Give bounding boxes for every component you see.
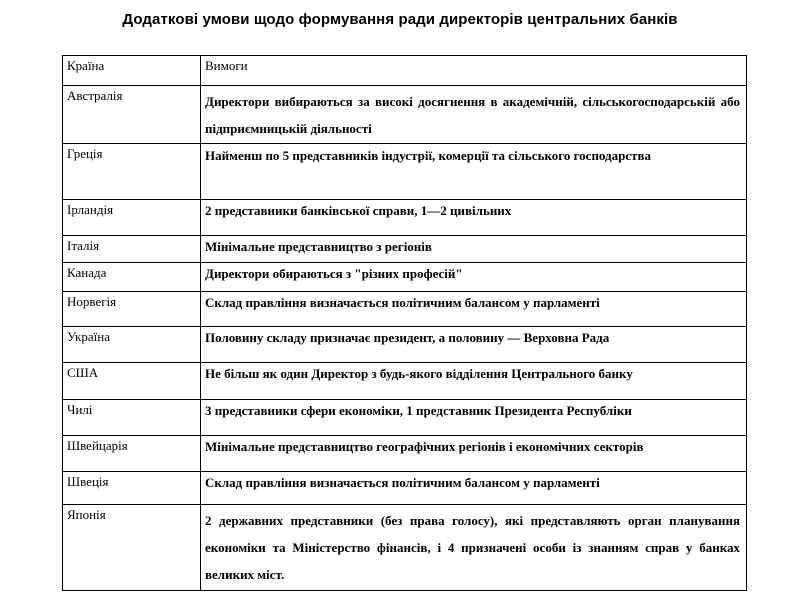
requirement-cell: Директори обираються з "різних професій" bbox=[201, 263, 747, 292]
requirement-cell: 3 представники сфери економіки, 1 представник Президента Республіки bbox=[201, 400, 747, 436]
page-title: Додаткові умови щодо формування ради директорів центральних банків bbox=[122, 11, 678, 28]
requirement-cell: Мінімальне представництво географічних регіонів і економічних секторів bbox=[201, 436, 747, 472]
requirement-cell: 2 представники банківської справи, 1—2 цивільних bbox=[201, 200, 747, 236]
table-row bbox=[63, 86, 747, 144]
country-cell: Греція bbox=[63, 144, 201, 200]
requirements-table bbox=[62, 55, 747, 591]
table-row bbox=[63, 292, 747, 327]
country-cell: Чилі bbox=[63, 400, 201, 436]
country-cell: Норвегія bbox=[63, 292, 201, 327]
country-cell: Італія bbox=[63, 236, 201, 263]
country-cell: Канада bbox=[63, 263, 201, 292]
country-cell: Швеція bbox=[63, 472, 201, 505]
table-row bbox=[63, 363, 747, 400]
country-cell: США bbox=[63, 363, 201, 400]
requirement-cell: Склад правління визначається політичним балансом у парламенті bbox=[201, 472, 747, 505]
table-row bbox=[63, 472, 747, 505]
country-cell: Ірландія bbox=[63, 200, 201, 236]
table-row bbox=[63, 505, 747, 591]
country-cell: Швейцарія bbox=[63, 436, 201, 472]
requirement-cell: Мінімальне представництво з регіонів bbox=[201, 236, 747, 263]
country-cell: Україна bbox=[63, 327, 201, 363]
requirement-cell: Не більш як один Директор з будь-якого відділення Центрального банку bbox=[201, 363, 747, 400]
table-header-row bbox=[63, 56, 747, 86]
table-row bbox=[63, 400, 747, 436]
country-cell: Австралія bbox=[63, 86, 201, 144]
country-cell: Японія bbox=[63, 505, 201, 591]
requirement-cell: Половину складу призначає президент, а половину — Верховна Рада bbox=[201, 327, 747, 363]
table-row bbox=[63, 200, 747, 236]
table-row bbox=[63, 263, 747, 292]
header-requirements: Вимоги bbox=[201, 56, 747, 86]
requirement-cell: Директори вибираються за високі досягнення в академічній, сільськогосподарській або підприємницькій діяльності bbox=[201, 86, 747, 144]
table-row bbox=[63, 144, 747, 200]
requirement-cell: Склад правління визначається політичним балансом у парламенті bbox=[201, 292, 747, 327]
table-row bbox=[63, 436, 747, 472]
header-country: Країна bbox=[63, 56, 201, 86]
requirement-cell: Найменш по 5 представників індустрії, комерції та сільського господарства bbox=[201, 144, 747, 200]
table-row bbox=[63, 327, 747, 363]
requirement-cell: 2 державних представники (без права голосу), які представляють орган планування економіки та Міністерство фінансів, і 4 призначені особи із знанням справ у банках великих міст. bbox=[201, 505, 747, 591]
table-row bbox=[63, 236, 747, 263]
